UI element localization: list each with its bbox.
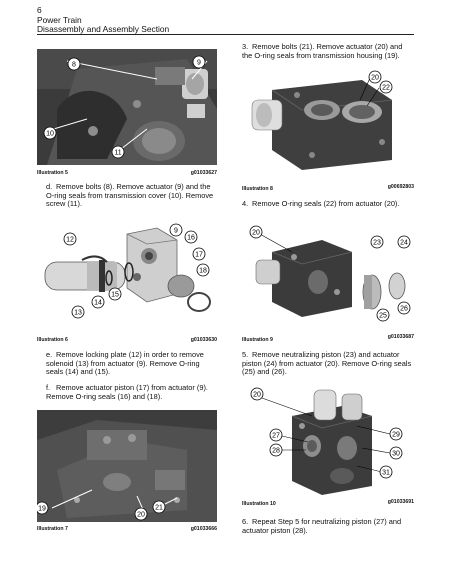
- illustration-9-photo: [242, 222, 414, 329]
- illustration-10-caption: Illustration 10: [242, 501, 276, 507]
- callout-9: 9: [197, 59, 201, 67]
- step-e-number: e.: [46, 350, 53, 359]
- step-4: [242, 200, 414, 209]
- callout-23: 23: [373, 239, 381, 247]
- illustration-10-code: g01033691: [387, 499, 414, 505]
- callout-15: 15: [111, 291, 119, 299]
- illustration-7-caption: Illustration 7: [37, 526, 68, 532]
- step-e: [46, 351, 217, 377]
- callout-8: 8: [72, 61, 76, 69]
- illustration-10-photo: [242, 386, 414, 495]
- callout-26: 26: [400, 305, 408, 313]
- step-4-number: 4.: [242, 199, 249, 208]
- step-f-text: Remove actuator piston (17) from actuator (9). Remove O-ring seals (16) and (18).: [46, 383, 208, 401]
- callout-22: 22: [382, 84, 390, 92]
- step-5-number: 5.: [242, 350, 249, 359]
- subsection-title: Disassembly and Assembly Section: [37, 24, 170, 35]
- page-number: 6: [37, 5, 42, 15]
- callout-29: 29: [392, 431, 400, 439]
- callout-20: 20: [371, 74, 379, 82]
- step-6: [242, 518, 414, 535]
- section-title: Power Train: [37, 14, 82, 25]
- illustration-7-photo: [37, 410, 217, 522]
- callout-20: 20: [253, 391, 261, 399]
- callout-20: 20: [252, 229, 260, 237]
- header-divider: [37, 34, 414, 35]
- step-f: [46, 384, 217, 401]
- illustration-6-code: g01033630: [190, 337, 217, 343]
- callout-14: 14: [94, 299, 102, 307]
- callout-12: 12: [66, 236, 74, 244]
- callout-25: 25: [379, 312, 387, 320]
- illustration-9-code: g01033687: [387, 334, 414, 340]
- illustration-5-code: g01033627: [190, 170, 217, 176]
- step-e-text: Remove locking plate (12) in order to remove solenoid (13) from actuator (9). Remove O-ring seals (14) and (15).: [46, 350, 204, 377]
- step-6-text: Repeat Step 5 for neutralizing piston (27) and actuator piston (28).: [242, 517, 402, 535]
- callout-24: 24: [400, 239, 408, 247]
- callout-18: 18: [199, 267, 207, 275]
- illustration-5-caption: Illustration 5: [37, 170, 68, 176]
- illustration-7-code: g01033666: [190, 526, 217, 532]
- callout-21: 21: [155, 504, 163, 512]
- callout-20: 20: [137, 511, 145, 519]
- callout-10: 10: [46, 130, 54, 138]
- illustration-6-caption: Illustration 6: [37, 337, 68, 343]
- callout-31: 31: [382, 469, 390, 477]
- illustration-9-caption: Illustration 9: [242, 337, 273, 343]
- callout-17: 17: [195, 251, 203, 259]
- step-3-text: Remove bolts (21). Remove actuator (20) and the O-ring seals from transmission housing (19).: [242, 42, 403, 60]
- illustration-8-code: g00692803: [387, 184, 414, 190]
- step-3-number: 3.: [242, 42, 249, 51]
- step-3: [242, 43, 414, 60]
- step-d: [46, 183, 217, 209]
- step-5: [242, 351, 414, 377]
- callout-11: 11: [114, 149, 122, 157]
- step-d-text: Remove bolts (8). Remove actuator (9) and the O-ring seals from transmission cover (10). Remove screw (11).: [46, 182, 214, 209]
- page-header: [37, 6, 169, 35]
- step-d-number: d.: [46, 182, 53, 191]
- illustration-5-photo: [37, 49, 217, 165]
- step-4-text: Remove O-ring seals (22) from actuator (20).: [252, 199, 400, 208]
- callout-9: 9: [174, 227, 178, 235]
- callout-27: 27: [272, 432, 280, 440]
- illustration-6-photo: [37, 222, 217, 335]
- illustration-8-caption: Illustration 8: [242, 186, 273, 192]
- callout-19: 19: [38, 505, 46, 513]
- callout-16: 16: [187, 234, 195, 242]
- callout-13: 13: [74, 309, 82, 317]
- callout-28: 28: [272, 447, 280, 455]
- callout-30: 30: [392, 450, 400, 458]
- illustration-8-photo: [242, 70, 414, 179]
- step-5-text: Remove neutralizing piston (23) and actuator piston (24) from actuator (20). Remove O-ring seals (25) and (26).: [242, 350, 412, 377]
- step-6-number: 6.: [242, 517, 249, 526]
- step-f-number: f.: [46, 383, 51, 392]
